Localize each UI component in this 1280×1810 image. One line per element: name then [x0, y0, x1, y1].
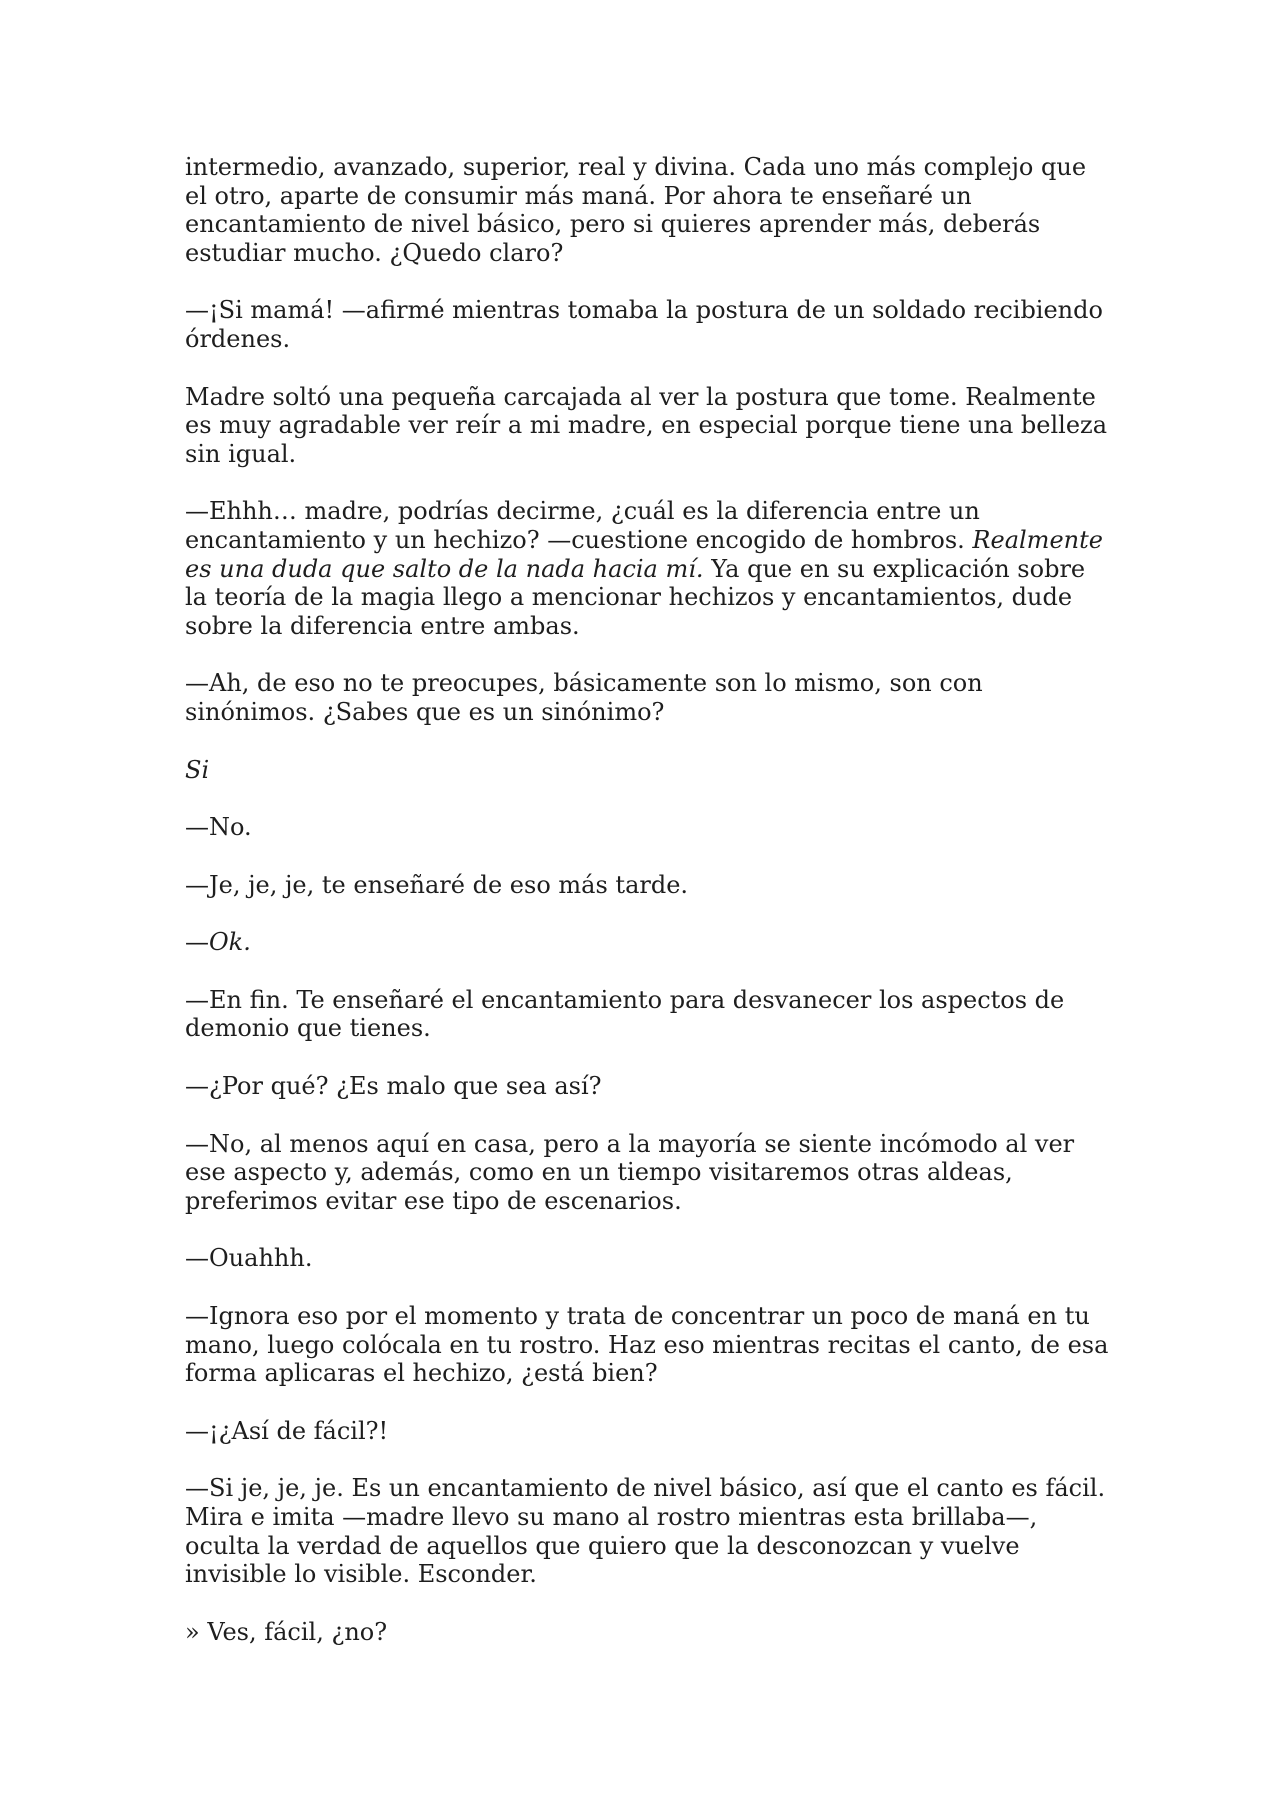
paragraph [185, 1072, 1110, 1101]
italic-text-run: Ok. [209, 928, 251, 957]
text-run: intermedio, avanzado, superior, real y divina. Cada uno más complejo que el otro, aparte de consumir más maná. Por ahora te enseñaré un encantamiento de nivel básico, pero si quieres aprender más, deberás estudiar mucho. ¿Quedo claro? [185, 153, 1087, 267]
paragraph [185, 383, 1110, 469]
text-run: » Ves, fácil, ¿no? [185, 1617, 388, 1646]
text-run: —¿Por qué? ¿Es malo que sea así? [185, 1072, 602, 1101]
text-run: Madre soltó una pequeña carcajada al ver la postura que tome. Realmente es muy agradable ver reír a mi madre, en especial porque tiene una belleza sin igual. [185, 382, 1108, 468]
text-run: — [185, 928, 209, 957]
paragraph [185, 1302, 1110, 1388]
text-run: —No, al menos aquí en casa, pero a la mayoría se siente incómodo al ver ese aspecto y, además, como en un tiempo visitaremos otras aldeas, preferimos evitar ese tipo de escenarios. [185, 1129, 1075, 1215]
paragraph [185, 1474, 1110, 1588]
text-run: —No. [185, 813, 252, 842]
text-run: —Ignora eso por el momento y trata de concentrar un poco de maná en tu mano, luego colócala en tu rostro. Haz eso mientras recitas el canto, de esa forma aplicaras el hechizo, ¿está bien? [185, 1302, 1109, 1388]
text-run: —Ah, de eso no te preocupes, básicamente son lo mismo, son con sinónimos. ¿Sabes que es un sinónimo? [185, 669, 983, 726]
paragraph [185, 1244, 1110, 1273]
italic-text-run: Realmente es una duda que salto de la nada hacia mí. [185, 525, 1103, 583]
paragraph [185, 669, 1110, 726]
paragraph [185, 296, 1110, 353]
paragraph [185, 153, 1110, 267]
paragraph [185, 986, 1110, 1043]
text-run: —Je, je, je, te enseñaré de eso más tarde. [185, 870, 689, 899]
paragraph [185, 1618, 1110, 1647]
paragraph [185, 1417, 1110, 1446]
text-run: Ya que en su explicación sobre la teoría de la magia llego a mencionar hechizos y encantamientos, dude sobre la diferencia entre ambas. [185, 554, 1086, 640]
italic-text-run: Si [185, 755, 210, 784]
paragraph [185, 756, 1110, 785]
text-run: —Ouahhh. [185, 1244, 313, 1273]
paragraph [185, 497, 1110, 640]
paragraph [185, 928, 1110, 957]
document-page [185, 153, 1110, 1675]
text-run: —En fin. Te enseñaré el encantamiento para desvanecer los aspectos de demonio que tienes. [185, 985, 1065, 1043]
text-run: —Si je, je, je. Es un encantamiento de nivel básico, así que el canto es fácil. Mira e imita —madre llevo su mano al rostro mientras esta brillaba—, oculta la verdad de aquellos que quiero que la desconozcan y vuelve invisible lo visible. Esconder. [185, 1474, 1106, 1589]
paragraph [185, 1130, 1110, 1216]
text-run: —¡¿Así de fácil?! [185, 1416, 389, 1445]
text-run: —Ehhh… madre, podrías decirme, ¿cuál es la diferencia entre un encantamiento y un hechizo? —cuestione encogido de hombros. [185, 497, 980, 554]
paragraph [185, 871, 1110, 900]
text-run: —¡Si mamá! —afirmé mientras tomaba la postura de un soldado recibiendo órdenes. [185, 296, 1103, 353]
paragraph [185, 813, 1110, 842]
